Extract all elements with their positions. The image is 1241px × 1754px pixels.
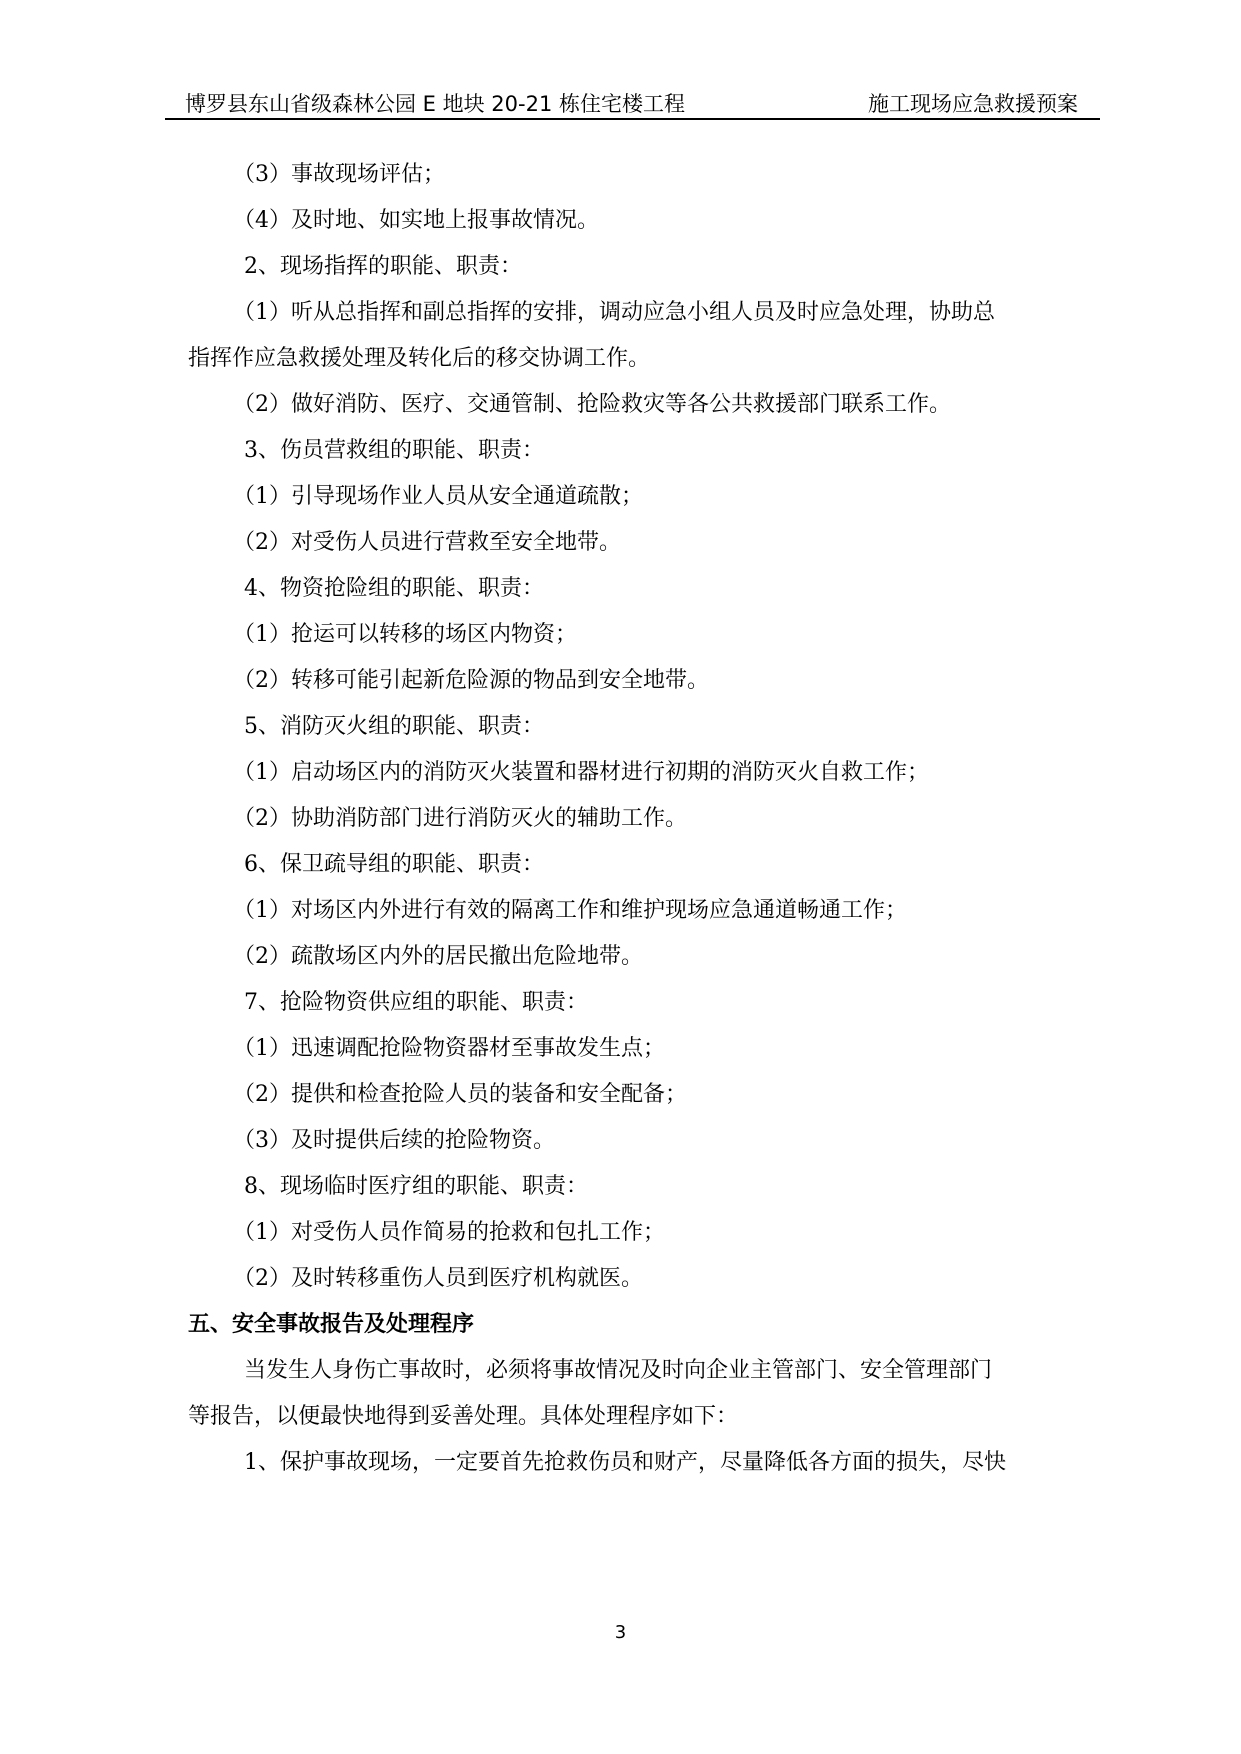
text-line: （1）抢运可以转移的场区内物资； xyxy=(233,622,577,647)
text-line: 3、伤员营救组的职能、职责： xyxy=(244,438,544,463)
text-line: （1）启动场区内的消防灭火装置和器材进行初期的消防灭火自救工作； xyxy=(233,760,929,785)
text-line: （1）引导现场作业人员从安全通道疏散； xyxy=(233,484,643,509)
section-heading: 五、安全事故报告及处理程序 xyxy=(188,1312,475,1337)
text-line: 7、抢险物资供应组的职能、职责： xyxy=(244,990,588,1015)
text-line: （2）转移可能引起新危险源的物品到安全地带。 xyxy=(233,668,709,693)
document-body xyxy=(188,152,1083,1486)
page-number: 3 xyxy=(614,1622,627,1643)
text-line: 2、现场指挥的职能、职责： xyxy=(244,254,522,279)
text-line: 5、消防灭火组的职能、职责： xyxy=(244,714,544,739)
text-line: 指挥作应急救援处理及转化后的移交协调工作。 xyxy=(188,346,651,371)
text-line: （2）做好消防、医疗、交通管制、抢险救灾等各公共救援部门联系工作。 xyxy=(233,392,951,417)
text-line: （2）提供和检查抢险人员的装备和安全配备； xyxy=(233,1082,687,1107)
text-line: 等报告，以便最快地得到妥善处理。具体处理程序如下： xyxy=(188,1404,739,1429)
text-line: 1、保护事故现场，一定要首先抢救伤员和财产，尽量降低各方面的损失，尽快 xyxy=(244,1450,1006,1475)
header-project-title: 博罗县东山省级森林公园 E 地块 20-21 栋住宅楼工程 xyxy=(185,92,685,116)
text-line: 8、现场临时医疗组的职能、职责： xyxy=(244,1174,588,1199)
text-line: （1）对受伤人员作简易的抢救和包扎工作； xyxy=(233,1220,665,1245)
text-line: （4）及时地、如实地上报事故情况。 xyxy=(233,208,599,233)
text-line: （1）听从总指挥和副总指挥的安排，调动应急小组人员及时应急处理，协助总 xyxy=(233,300,995,325)
text-line: （1）对场区内外进行有效的隔离工作和维护现场应急通道畅通工作； xyxy=(233,898,907,923)
text-line: 当发生人身伤亡事故时，必须将事故情况及时向企业主管部门、安全管理部门 xyxy=(244,1358,993,1383)
page-header xyxy=(165,84,1100,120)
text-line: （3）及时提供后续的抢险物资。 xyxy=(233,1128,555,1153)
text-line: 4、物资抢险组的职能、职责： xyxy=(244,576,544,601)
text-line: 6、保卫疏导组的职能、职责： xyxy=(244,852,544,877)
text-line: （2）协助消防部门进行消防灭火的辅助工作。 xyxy=(233,806,687,831)
header-document-title: 施工现场应急救援预案 xyxy=(868,92,1078,116)
text-line: （2）对受伤人员进行营救至安全地带。 xyxy=(233,530,621,555)
text-line: （2）疏散场区内外的居民撤出危险地带。 xyxy=(233,944,643,969)
text-line: （3）事故现场评估； xyxy=(233,162,445,187)
text-line: （1）迅速调配抢险物资器材至事故发生点； xyxy=(233,1036,665,1061)
text-line: （2）及时转移重伤人员到医疗机构就医。 xyxy=(233,1266,643,1291)
